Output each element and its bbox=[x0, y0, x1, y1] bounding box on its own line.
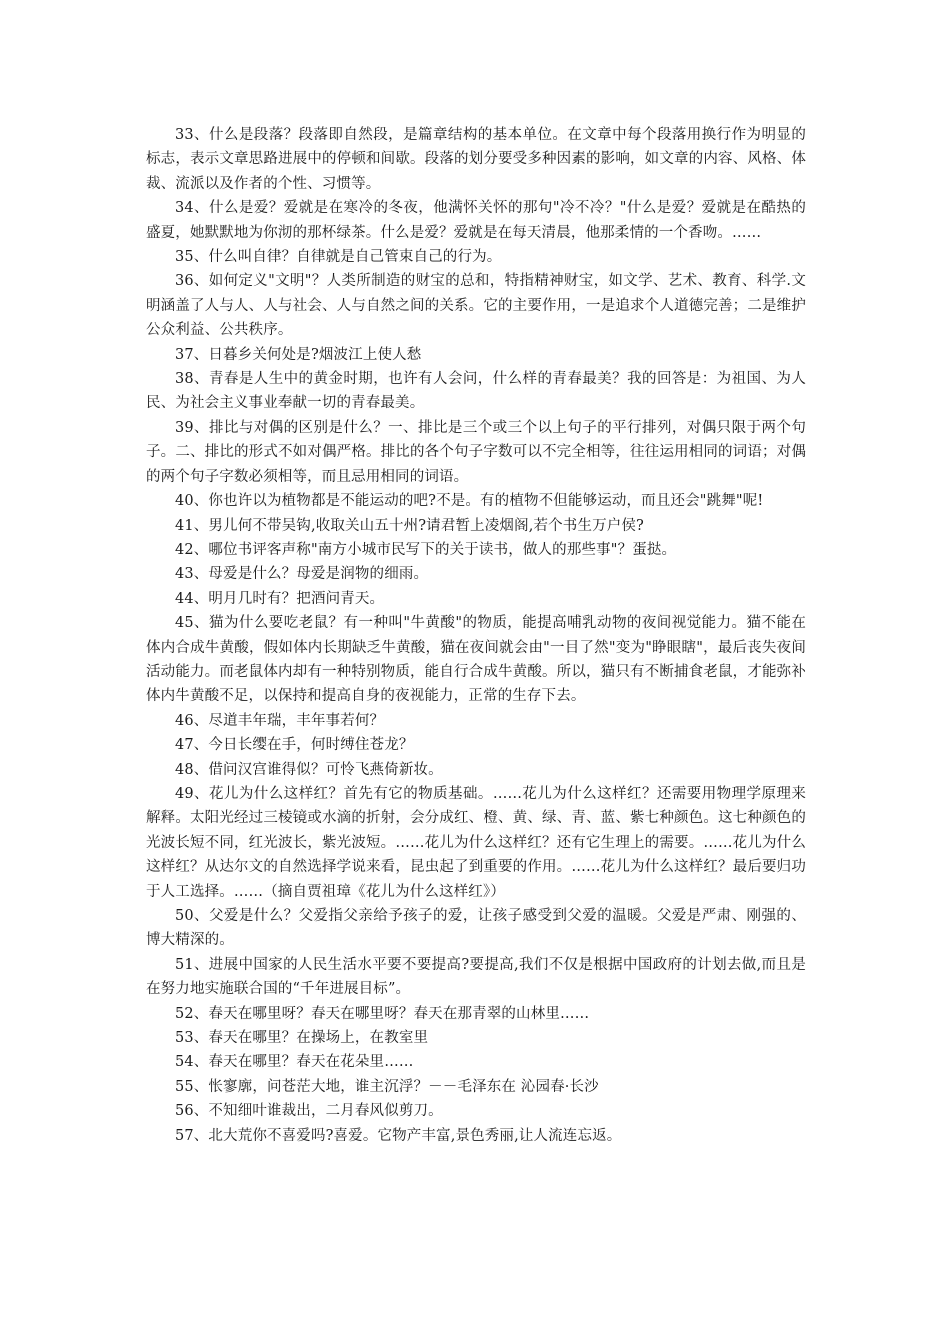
paragraph-54: 54、春天在哪里？春天在花朵里…… bbox=[175, 1054, 414, 1071]
paragraph-40: 40、你也许以为植物都是不能运动的吧?不是。有的植物不但能够运动，而且还会"跳舞"呢! bbox=[175, 493, 764, 510]
paragraph-55: 55、怅寥廓，问苍茫大地，谁主沉浮？－－毛泽东在 沁园春·长沙 bbox=[175, 1078, 599, 1095]
paragraph-49: 49、花儿为什么这样红？首先有它的物质基础。……花儿为什么这样红？还需要用物理学原理来解释。太阳光经过三棱镜或水滴的折射，会分成红、橙、黄、绿、青、蓝、紫七种颜色。这七种颜色的光波长短不同，红光波长，紫光波短。……花儿为什么这样红？还有它生理上的需要。……花儿为什么这样红？从达尔文的自然选择学说来看，昆虫起了到重要的作用。……花儿为什么这样红？最后要归功于人工选择。……（摘自贾祖璋《花儿为什么这样红》） bbox=[146, 785, 806, 900]
paragraph-39: 39、排比与对偶的区别是什么？一、排比是三个或三个以上句子的平行排列，对偶只限于两个句子。二、排比的形式不如对偶严格。排比的各个句子字数可以不完全相等，往往运用相同的词语；对偶的两个句子字数必须相等，而且忌用相同的词语。 bbox=[146, 419, 806, 485]
paragraph-57: 57、北大荒你不喜爱吗?喜爱。它物产丰富,景色秀丽,让人流连忘返。 bbox=[175, 1127, 622, 1144]
paragraph-50: 50、父爱是什么？父爱指父亲给予孩子的爱，让孩子感受到父爱的温暖。父爱是严肃、刚强的、博大精深的。 bbox=[146, 908, 806, 949]
paragraph-53: 53、春天在哪里？在操场上，在教室里 bbox=[175, 1030, 429, 1047]
paragraph-37: 37、日暮乡关何处是?烟波江上使人愁 bbox=[175, 346, 422, 363]
paragraph-41: 41、男儿何不带吴钩,收取关山五十州?请君暂上凌烟阁,若个书生万户侯? bbox=[175, 517, 644, 534]
document-body bbox=[146, 123, 806, 1148]
paragraph-38: 38、青春是人生中的黄金时期，也许有人会问，什么样的青春最美？我的回答是：为祖国、为人民、为社会主义事业奉献一切的青春最美。 bbox=[146, 371, 806, 412]
paragraph-36: 36、如何定义"文明"？人类所制造的财宝的总和，特指精神财宝，如文学、艺术、教育、科学.文明涵盖了人与人、人与社会、人与自然之间的关系。它的主要作用，一是追求个人道德完善；二是维护公众利益、公共秩序。 bbox=[146, 273, 806, 339]
paragraph-51: 51、进展中国家的人民生活水平要不要提高?要提高,我们不仅是根据中国政府的计划去做,而且是在努力地实施联合国的“千年进展目标”。 bbox=[146, 956, 806, 998]
paragraph-47: 47、今日长缨在手，何时缚住苍龙？ bbox=[175, 737, 414, 754]
paragraph-56: 56、不知细叶谁裁出，二月春风似剪刀。 bbox=[175, 1103, 443, 1120]
paragraph-48: 48、借问汉宫谁得似？可怜飞燕倚新妆。 bbox=[175, 761, 443, 778]
paragraph-35: 35、什么叫自律？自律就是自己管束自己的行为。 bbox=[175, 249, 502, 266]
paragraph-52: 52、春天在哪里呀？春天在哪里呀？春天在那青翠的山林里…… bbox=[175, 1005, 590, 1022]
paragraph-43: 43、母爱是什么？母爱是润物的细雨。 bbox=[175, 566, 429, 583]
paragraph-34: 34、什么是爱？爱就是在寒冷的冬夜，他满怀关怀的那句"冷不冷？"什么是爱？爱就是在酷热的盛夏，她默默地为你沏的那杯绿茶。什么是爱？爱就是在每天清晨，他那柔情的一个香吻。…… bbox=[146, 200, 806, 241]
paragraph-46: 46、尽道丰年瑞，丰年事若何？ bbox=[175, 712, 385, 729]
paragraph-44: 44、明月几时有？把酒问青天。 bbox=[175, 590, 385, 607]
paragraph-33: 33、什么是段落？段落即自然段，是篇章结构的基本单位。在文章中每个段落用换行作为明显的标志，表示文章思路进展中的停顿和间歇。段落的划分要受多种因素的影响，如文章的内容、风格、体裁、流派以及作者的个性、习惯等。 bbox=[146, 127, 806, 192]
paragraph-45: 45、猫为什么要吃老鼠？有一种叫"牛黄酸"的物质，能提高哺乳动物的夜间视觉能力。猫不能在体内合成牛黄酸，假如体内长期缺乏牛黄酸，猫在夜间就会由"一目了然"变为"睁眼瞎"，最后丧失夜间活动能力。而老鼠体内却有一种特别物质，能自行合成牛黄酸。所以，猫只有不断捕食老鼠，才能弥补体内牛黄酸不足，以保持和提高自身的夜视能力，正常的生存下去。 bbox=[146, 615, 806, 705]
paragraph-42: 42、哪位书评客声称"南方小城市民写下的关于读书，做人的那些事"？蛋挞。 bbox=[175, 541, 677, 558]
